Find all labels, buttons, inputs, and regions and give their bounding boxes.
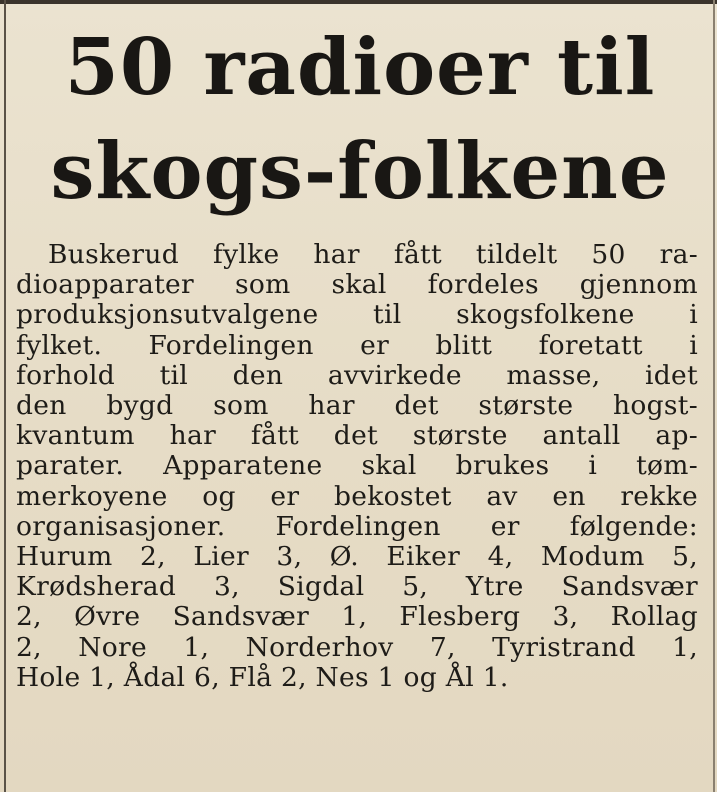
right-column-rule [713, 0, 715, 792]
body-line: den bygd som har det største hogst- [16, 390, 698, 422]
body-line: dioapparater som skal fordeles gjennom [16, 269, 698, 301]
headline-line: 50 radioer til [64, 22, 656, 113]
left-column-rule [4, 0, 6, 792]
body-line: Hurum 2, Lier 3, Ø. Eiker 4, Modum 5, [16, 541, 698, 573]
body-line: Buskerud fylke har fått tildelt 50 ra- [48, 239, 698, 270]
body-line: Krødsherad 3, Sigdal 5, Ytre Sandsvær [16, 571, 698, 603]
headline-line: skogs-folkene [50, 126, 670, 217]
body-line: Hole 1, Ådal 6, Flå 2, Nes 1 og Ål 1. [16, 661, 509, 693]
body-line: organisasjoner. Fordelingen er følgende: [16, 510, 698, 542]
body-line: forhold til den avvirkede masse, idet [16, 359, 698, 391]
body-line: 2, Nore 1, Norderhov 7, Tyristrand 1, [16, 631, 698, 663]
body-line: fylket. Fordelingen er blitt foretatt i [16, 329, 698, 361]
body-line: produksjonsutvalgene til skogsfolkene i [16, 299, 698, 331]
body-line: merkoyene og er bekostet av en rekke [16, 480, 698, 512]
body-line: kvantum har fått det største antall ap- [16, 420, 698, 452]
article-headline [20, 16, 700, 224]
top-rule [0, 0, 717, 4]
body-line: 2, Øvre Sandsvær 1, Flesberg 3, Rollag [16, 601, 698, 633]
article-body [16, 240, 698, 693]
body-line: parater. Apparatene skal brukes i tøm- [16, 450, 698, 482]
